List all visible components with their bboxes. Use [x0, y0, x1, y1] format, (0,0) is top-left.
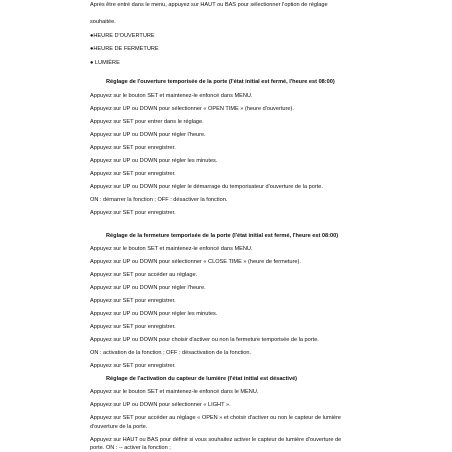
light-step: Appuyez sur HAUT ou BAS pour définir si vous souhaitez activer le capteur de lumière d'ouverture de — [90, 437, 342, 443]
option-light: ● LUMIÈRE — [90, 60, 120, 66]
closing-step: Appuyez sur SET pour enregistrer. — [90, 363, 176, 369]
light-step: Appuyez sur UP ou DOWN pour sélectionner « LIGHT ». — [90, 402, 231, 408]
closing-step: Appuyez sur UP ou DOWN pour sélectionner « CLOSE TIME » (heure de fermeture). — [90, 259, 301, 265]
opening-step: Appuyez sur SET pour entrer dans le réglage. — [90, 119, 204, 125]
intro-line-1: Après être entré dans le menu, appuyez sur HAUT ou BAS pour sélectionner l'option de réglage — [90, 2, 328, 8]
light-step-continued: porte. ON : -- activer la fonction ; — [90, 445, 171, 451]
opening-section-heading: Réglage de l'ouverture temporisée de la porte (l'état initial est fermé, l'heure est 08:00) — [106, 79, 335, 85]
light-step: Appuyez sur SET pour accéder au réglage « OPEN » et choisir d'activer ou non le capteur de lumière — [90, 415, 341, 421]
closing-step: ON : activation de la fonction ; OFF : désactivation de la fonction. — [90, 350, 252, 356]
option-open-time: ●HEURE D'OUVERTURE — [90, 33, 155, 39]
closing-step: Appuyez sur UP ou DOWN pour régler les minutes. — [90, 311, 218, 317]
opening-step: Appuyez sur UP ou DOWN pour régler les minutes. — [90, 158, 218, 164]
opening-step: Appuyez sur SET pour enregistrer. — [90, 145, 176, 151]
closing-step: Appuyez sur SET pour enregistrer. — [90, 324, 176, 330]
opening-step: ON : démarrer la fonction ; OFF : désactiver la fonction. — [90, 197, 228, 203]
closing-step: Appuyez sur SET pour enregistrer. — [90, 298, 176, 304]
light-section-heading: Réglage de l'activation du capteur de lumière (l'état initial est désactivé) — [106, 376, 298, 382]
opening-step: Appuyez sur SET pour enregistrer. — [90, 210, 176, 216]
opening-step: Appuyez sur le bouton SET et maintenez-le enfoncé dans MENU. — [90, 93, 253, 99]
intro-line-2: souhaitée. — [90, 19, 116, 25]
opening-step: Appuyez sur UP ou DOWN pour régler le démarrage du temporisateur d'ouverture de la porte. — [90, 184, 323, 190]
opening-step: Appuyez sur UP ou DOWN pour régler l'heure. — [90, 132, 206, 138]
opening-step: Appuyez sur SET pour enregistrer. — [90, 171, 176, 177]
closing-step: Appuyez sur SET pour accéder au réglage. — [90, 272, 198, 278]
option-close-time: ●HEURE DE FERMETURE — [90, 46, 159, 52]
light-step-continued: d'ouverture de la porte. — [90, 424, 148, 430]
closing-step: Appuyez sur UP ou DOWN pour choisir d'activer ou non la fermeture temporisée de la porte. — [90, 337, 319, 343]
closing-section-heading: Réglage de la fermeture temporisée de la porte (l'état initial est fermé, l'heure est 08:00) — [106, 233, 339, 239]
closing-step: Appuyez sur UP ou DOWN pour régler l'heure. — [90, 285, 206, 291]
closing-step: Appuyez sur le bouton SET et maintenez-le enfoncé dans MENU. — [90, 246, 253, 252]
light-step: Appuyez sur le bouton SET et maintenez-le enfoncé dans le MENU. — [90, 389, 259, 395]
opening-step: Appuyez sur UP ou DOWN pour sélectionner « OPEN TIME » (heure d'ouverture). — [90, 106, 294, 112]
